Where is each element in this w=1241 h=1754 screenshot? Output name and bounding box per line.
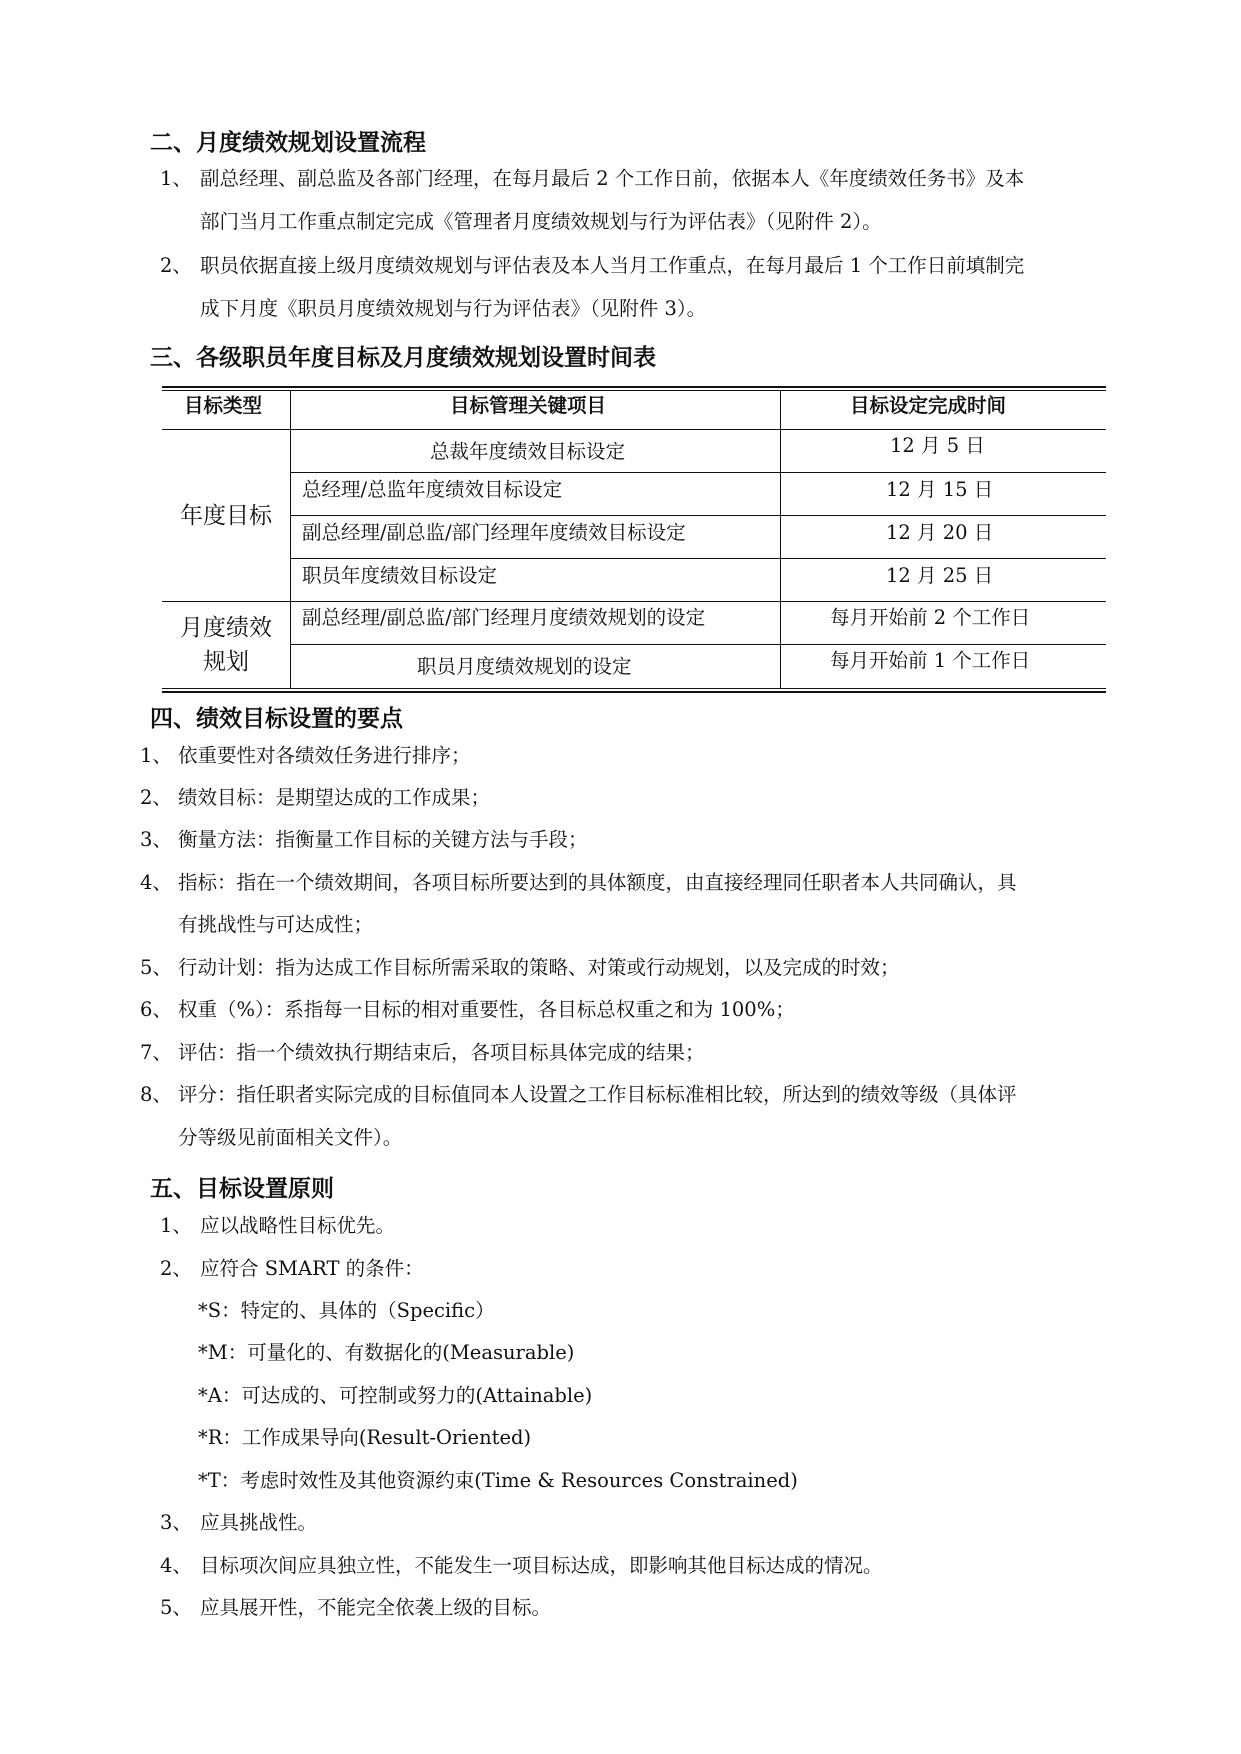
section4-heading: 四、绩效目标设置的要点 xyxy=(150,706,403,732)
section5-heading: 五、目标设置原则 xyxy=(150,1176,334,1202)
table-group-monthly: 月度绩效 xyxy=(180,615,272,641)
list-number: 3、 xyxy=(160,1511,192,1534)
table-bottom-rule xyxy=(162,688,1106,689)
table-header-rule xyxy=(162,429,1106,430)
list-item-text: 应以战略性目标优先。 xyxy=(200,1214,396,1237)
table-cell-time: 每月开始前 2 个工作日 xyxy=(830,606,1031,629)
list-item-text: 部门当月工作重点制定完成《管理者月度绩效规划与行为评估表》（见附件 2）。 xyxy=(200,210,882,233)
list-number: 1、 xyxy=(140,744,172,767)
list-number: 7、 xyxy=(140,1041,172,1064)
table-cell-item: 职员年度绩效目标设定 xyxy=(302,564,498,587)
section2-heading: 二、月度绩效规划设置流程 xyxy=(150,130,426,156)
table-cell-item: 总裁年度绩效目标设定 xyxy=(430,440,626,463)
list-number: 2、 xyxy=(160,254,192,277)
list-number: 5、 xyxy=(140,956,172,979)
list-item-text: 行动计划：指为达成工作目标所需采取的策略、对策或行动规划，以及完成的时效； xyxy=(178,956,900,979)
table-bottom-rule xyxy=(162,691,1106,693)
list-number: 2、 xyxy=(140,786,172,809)
list-item-text: 目标项次间应具独立性，不能发生一项目标达成，即影响其他目标达成的情况。 xyxy=(200,1554,883,1577)
table-cell-item: 总经理/总监年度绩效目标设定 xyxy=(302,478,563,501)
table-col-rule xyxy=(290,391,291,689)
list-number: 4、 xyxy=(140,871,172,894)
section3-heading: 三、各级职员年度目标及月度绩效规划设置时间表 xyxy=(150,345,656,371)
list-item-text: 应符合 SMART 的条件： xyxy=(200,1257,424,1280)
table-group-monthly: 规划 xyxy=(203,649,249,675)
table-cell-time: 12 月 25 日 xyxy=(886,564,994,587)
table-row-rule xyxy=(290,558,1106,559)
table-cell-time: 12 月 15 日 xyxy=(886,478,994,501)
smart-item: *R：工作成果导向(Result-Oriented) xyxy=(198,1426,532,1449)
list-number: 5、 xyxy=(160,1596,192,1619)
list-item-text: 衡量方法：指衡量工作目标的关键方法与手段； xyxy=(178,828,588,851)
table-row-rule xyxy=(290,644,1106,645)
smart-item: *A：可达成的、可控制或努力的(Attainable) xyxy=(198,1384,593,1407)
smart-item: *T：考虑时效性及其他资源约束(Time & Resources Constrained) xyxy=(198,1469,798,1492)
table-cell-item: 职员月度绩效规划的设定 xyxy=(417,655,632,678)
list-item-text: 评分：指任职者实际完成的目标值同本人设置之工作目标标准相比较，所达到的绩效等级（具体评 xyxy=(178,1083,1017,1106)
table-header-time: 目标设定完成时间 xyxy=(850,394,1007,417)
table-cell-time: 12 月 5 日 xyxy=(890,434,985,457)
list-item-text: 应具展开性，不能完全依袭上级的目标。 xyxy=(200,1596,552,1619)
list-number: 2、 xyxy=(160,1257,192,1280)
list-item-text: 职员依据直接上级月度绩效规划与评估表及本人当月工作重点，在每月最后 1 个工作日前填制完 xyxy=(200,254,1025,277)
list-number: 6、 xyxy=(140,998,172,1021)
list-item-text: 应具挑战性。 xyxy=(200,1511,318,1534)
table-header-type: 目标类型 xyxy=(184,394,263,417)
schedule-table xyxy=(162,386,1106,698)
table-header-item: 目标管理关键项目 xyxy=(450,394,607,417)
table-col-rule xyxy=(780,391,781,689)
list-item-text: 评估：指一个绩效执行期结束后，各项目标具体完成的结果； xyxy=(178,1041,705,1064)
list-item-text: 权重（%）：系指每一目标的相对重要性，各目标总权重之和为 100%； xyxy=(178,998,795,1021)
table-cell-item: 副总经理/副总监/部门经理年度绩效目标设定 xyxy=(302,521,686,544)
list-item-text: 有挑战性与可达成性； xyxy=(178,913,374,936)
list-item-text: 副总经理、副总监及各部门经理，在每月最后 2 个工作日前，依据本人《年度绩效任务书》及本 xyxy=(200,167,1025,190)
list-number: 1、 xyxy=(160,1214,192,1237)
table-top-rule xyxy=(162,386,1106,388)
table-row-rule xyxy=(290,472,1106,473)
table-cell-item: 副总经理/副总监/部门经理月度绩效规划的设定 xyxy=(302,606,706,629)
smart-item: *S：特定的、具体的（Specific） xyxy=(198,1299,495,1322)
list-item-text: 依重要性对各绩效任务进行排序； xyxy=(178,744,471,767)
list-item-text: 指标：指在一个绩效期间，各项目标所要达到的具体额度，由直接经理同任职者本人共同确认，具 xyxy=(178,871,1017,894)
table-top-rule xyxy=(162,390,1106,391)
list-number: 4、 xyxy=(160,1554,192,1577)
table-cell-time: 12 月 20 日 xyxy=(886,521,994,544)
list-number: 3、 xyxy=(140,828,172,851)
list-item-text: 成下月度《职员月度绩效规划与行为评估表》（见附件 3）。 xyxy=(200,297,707,320)
list-item-text: 绩效目标：是期望达成的工作成果； xyxy=(178,786,491,809)
list-item-text: 分等级见前面相关文件）。 xyxy=(178,1126,403,1149)
table-group-rule xyxy=(162,601,1106,602)
table-group-annual: 年度目标 xyxy=(180,503,272,529)
list-number: 1、 xyxy=(160,167,192,190)
table-cell-time: 每月开始前 1 个工作日 xyxy=(830,649,1031,672)
table-row-rule xyxy=(290,515,1106,516)
smart-item: *M：可量化的、有数据化的(Measurable) xyxy=(198,1341,575,1364)
list-number: 8、 xyxy=(140,1083,172,1106)
